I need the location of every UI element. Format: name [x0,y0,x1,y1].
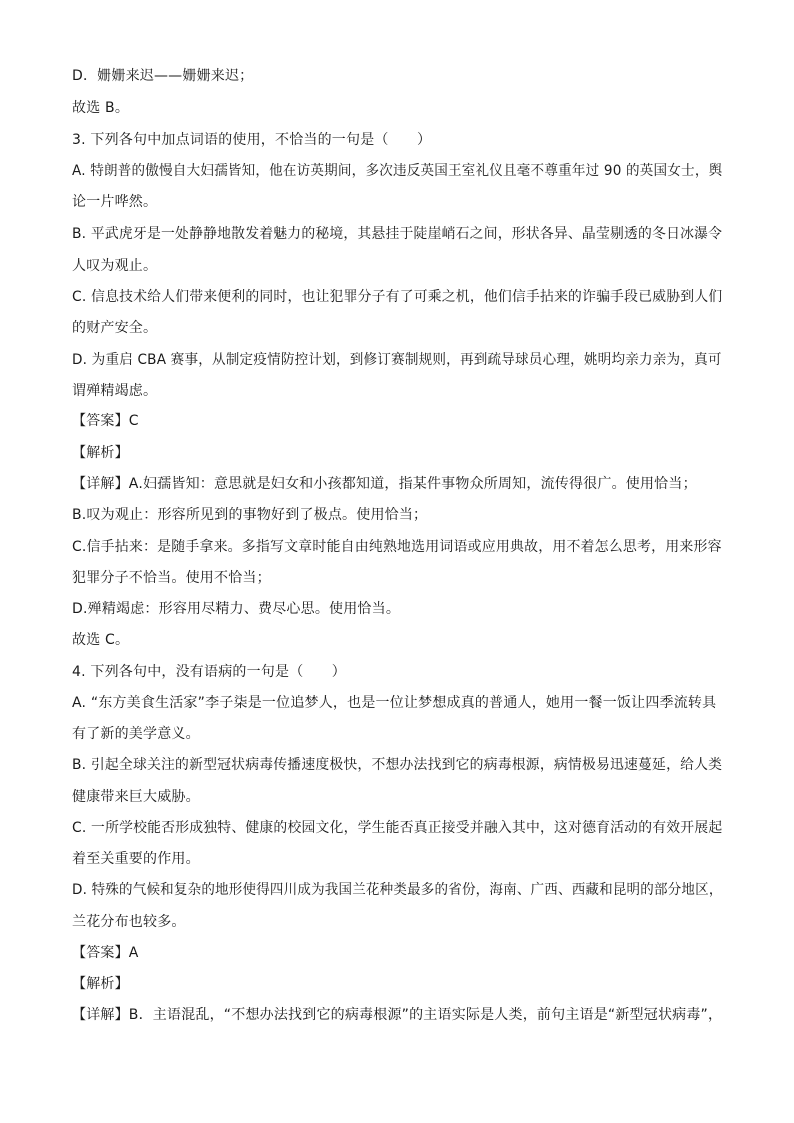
option-b: B. 平武虎牙是一处静静地散发着魅力的秘境，其悬挂于陡崖峭石之间，形状各异、晶莹剔透的冬日冰瀑令 [72,226,723,242]
analysis-label: 【解析】 [72,445,129,461]
question-3-stem: 3. 下列各句中加点词语的使用，不恰当的一句是（ ） [72,132,432,148]
question-4-stem: 4. 下列各句中，没有语病的一句是（ ） [72,664,347,680]
text-line: D.殚精竭虑：形容用尽精力、费尽心思。使用恰当。 [72,601,401,617]
detail-explanation: 【详解】A.妇孺皆知：意思就是妇女和小孩都知道，指某件事物众所周知，流传得很广。使用恰当； [72,476,697,492]
text-line: 有了新的美学意义。 [72,726,200,742]
text-line: 人叹为观止。 [72,258,158,274]
text-line: 论一片哗然。 [72,194,158,210]
analysis-label: 【解析】 [72,976,129,992]
text-line: 故选 B。 [72,100,130,116]
text-line: D．姗姗来迟——姗姗来迟； [72,68,254,84]
text-line: 犯罪分子不恰当。使用不恰当； [72,570,271,586]
text-line: 兰花分布也较多。 [72,914,186,930]
answer-label: 【答案】C [72,413,139,429]
text-line: 谓殚精竭虑。 [72,383,158,399]
option-a: A. “东方美食生活家”李子柒是一位追梦人，也是一位让梦想成真的普通人，她用一餐一饭让四季流转具 [72,695,717,711]
option-a: A. 特朗普的傲慢自大妇孺皆知，他在访英期间，多次违反英国王室礼仪且毫不尊重年过 90 的英国女士，舆 [72,163,723,179]
option-c: C. 信息技术给人们带来便利的同时，也让犯罪分子有了可乘之机，他们信手拈来的诈骗手段已威胁到人们 [72,289,723,305]
option-b: B. 引起全球关注的新型冠状病毒传播速度极快，不想办法找到它的病毒根源，病情极易迅速蔓延，给人类 [72,757,723,773]
text-line: 故选 C。 [72,632,130,648]
text-line: B.叹为观止：形容所见到的事物好到了极点。使用恰当； [72,507,428,523]
option-d: D. 为重启 CBA 赛事，从制定疫情防控计划，到修订赛制规则，再到疏导球员心理，姚明均亲力亲为，真可 [72,352,722,368]
text-line: C.信手拈来：是随手拿来。多指写文章时能自由纯熟地选用词语或应用典故，用不着怎么思考，用来形容 [72,539,722,555]
text-line: 健康带来巨大威胁。 [72,789,200,805]
text-line: 的财产安全。 [72,320,158,336]
text-line: 着至关重要的作用。 [72,851,200,867]
option-c: C. 一所学校能否形成独特、健康的校园文化，学生能否真正接受并融入其中，这对德育活动的有效开展起 [72,820,723,836]
detail-explanation: 【详解】B．主语混乱，“不想办法找到它的病毒根源”的主语实际是人类，前句主语是“新型冠状病毒”， [72,1007,723,1023]
option-d: D. 特殊的气候和复杂的地形使得四川成为我国兰花种类最多的省份，海南、广西、西藏和昆明的部分地区， [72,882,723,898]
answer-label: 【答案】A [72,945,139,961]
